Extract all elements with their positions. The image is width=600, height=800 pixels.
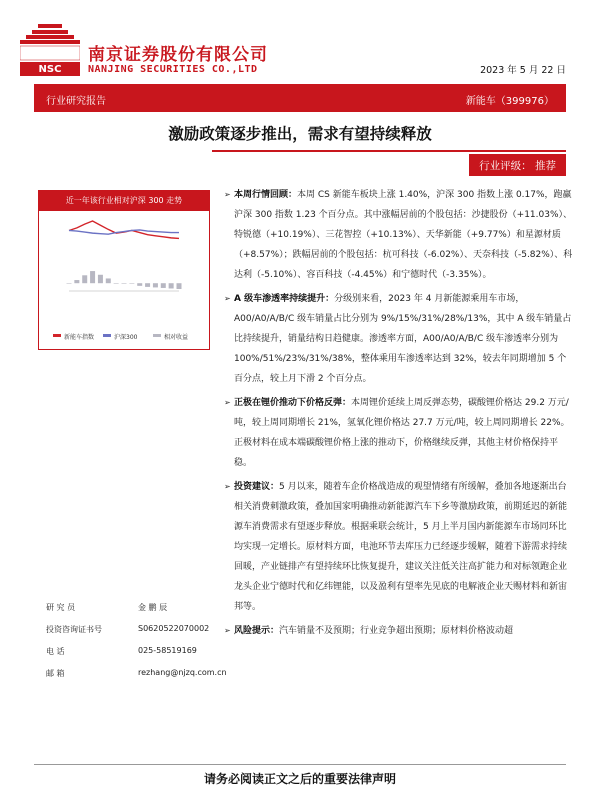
bullet-heading: 风险提示：	[234, 626, 280, 636]
summary-bullet	[224, 393, 574, 473]
company-name-cn: 南京证券股份有限公司	[88, 45, 268, 65]
relative-return-bar	[169, 283, 174, 288]
hs300-line	[69, 230, 179, 234]
bullet-heading: 本周行情回顾：	[234, 190, 298, 200]
relative-return-bar	[67, 283, 72, 284]
contact-label: 研 究 员	[46, 603, 76, 612]
legend-label: 新能车指数	[64, 334, 95, 341]
relative-return-bar	[114, 283, 119, 284]
relative-return-bar	[98, 275, 103, 283]
bullet-text: 汽车销量不及预期；行业竞争超出预期；原材料价格波动超	[279, 626, 514, 636]
relative-return-bar	[129, 283, 134, 284]
contact-label: 投资咨询证书号	[46, 625, 102, 634]
relative-return-bar	[137, 283, 142, 286]
relative-return-bar	[122, 283, 127, 284]
bullet-heading: 正极在锂价推动下价格反弹：	[234, 398, 352, 408]
summary-bullets	[224, 185, 574, 645]
bullet-arrow-icon: ➢	[224, 190, 231, 199]
relative-return-bar	[106, 278, 111, 283]
relative-return-bar	[82, 275, 87, 283]
legend-swatch	[153, 334, 161, 337]
footer-divider	[34, 764, 566, 765]
contact-row	[46, 646, 197, 657]
legal-notice: 请务必阅读正文之后的重要法律声明	[203, 772, 396, 786]
summary-bullet	[224, 477, 574, 617]
relative-return-bar	[153, 283, 158, 287]
bullet-text: 本周 CS 新能车板块上涨 1.40%，沪深 300 指数上涨 0.17%，跑赢沪深 300 指数 1.23 个百分点。其中涨幅居前的个股包括：沙捷股份（+11.03%）、特锐德（+10.19%）、三花智控（+10.13%）、天华新能（+9.77%）和星源材质（+8.57%）；跌幅居前的个股包括：杭可科技（-6.02%）、天奈科技（-5.82%）、科达利（-5.10%）、容百科技（-4.45%）和宁德时代（-3.35%）。	[234, 190, 573, 280]
contact-value: 025-58519169	[138, 646, 197, 655]
bullet-text: 本周锂价延续上周反弹态势，碳酸锂价格达 29.2 万元/吨，较上周同期增长 21%，氢氧化锂价格达 27.7 万元/吨，较上周同期增长 22%。正极材料在成本端碳酸锂价格上涨的推动下，价格继续反弹，其他主材价格保持平稳。	[234, 398, 570, 468]
sector-name: 新能车（399976）	[465, 96, 554, 107]
relative-performance-chart	[38, 190, 210, 350]
report-date: 2023 年 5 月 22 日	[480, 65, 566, 76]
bullet-arrow-icon: ➢	[224, 626, 231, 635]
company-name-en: NANJING SECURITIES CO.,LTD	[88, 64, 258, 75]
relative-return-bar	[74, 280, 79, 283]
bullet-arrow-icon: ➢	[224, 482, 231, 491]
report-title: 激励政策逐步推出，需求有望持续释放	[168, 125, 432, 143]
bullet-text: 5 月以来，随着车企价格战造成的观望情绪有所缓解，叠加各地逐渐出台相关消费刺激政策，叠加国家明确推动新能源汽车下乡等激励政策，前期延迟的新能源车消费需求有望逐步释放。根据乘联会统计，5 月上半月国内新能源车市场同环比均实现一定增长。原材料方面，电池环节去库压力已经逐步缓解，随着下游需求持续回暖，产业链排产有望持续环比恢复提升，建议关注低关注高扩能力和对标领跑企业龙头企业宁德时代和亿纬锂能，以及盈利有望率先见底的电解液企业天赐材料和新宙邦等。	[234, 482, 568, 612]
rating-label: 行业评级：	[479, 160, 532, 172]
rating-value: 推荐	[535, 160, 556, 172]
company-logo	[20, 24, 80, 76]
legend-swatch	[103, 334, 111, 337]
relative-return-bar	[145, 283, 150, 287]
contact-value: 金 鹏 辰	[138, 603, 168, 612]
relative-return-bar	[90, 271, 95, 283]
relative-return-bar	[161, 283, 166, 288]
bullet-arrow-icon: ➢	[224, 398, 231, 407]
summary-bullet	[224, 289, 574, 389]
bullet-text: 分级别来看，2023 年 4 月新能源乘用车市场，A00/A0/A/B/C 级车销量占比分别为 9%/15%/31%/28%/13%，其中 A 级车销量占比持续提升，销量结构日趋健康。渗透率方面，A00/A0/A/B/C 级车渗透率分别为 100%/51%/23%/31%/38%，整体乘用车渗透率达到 32%，较去年同期增加 5 个百分点，较上月下滑 2 个百分点。	[234, 294, 572, 384]
chart-canvas	[39, 211, 209, 349]
legend-swatch	[53, 334, 61, 337]
contact-value: S0620522070002	[138, 624, 210, 633]
logo-text: NSC	[38, 64, 62, 75]
sector-index-line	[69, 221, 179, 238]
contact-row	[46, 624, 210, 635]
relative-return-bar	[177, 283, 182, 289]
legend-label: 相对收益	[164, 334, 189, 341]
contact-row	[46, 602, 168, 613]
category-band	[34, 84, 566, 112]
title-divider	[212, 150, 566, 152]
contact-label: 电 话	[46, 647, 65, 656]
legend-label: 沪深300	[114, 334, 138, 341]
summary-bullet	[224, 185, 574, 285]
contact-row	[46, 668, 227, 679]
summary-bullet	[224, 621, 574, 641]
chart-title: 近一年该行业相对沪深 300 走势	[39, 191, 209, 211]
report-type: 行业研究报告	[46, 96, 106, 107]
bullet-heading: 投资建议：	[234, 482, 280, 492]
rating-badge	[469, 154, 566, 176]
bullet-arrow-icon: ➢	[224, 294, 231, 303]
contact-value[interactable]: rezhang@njzq.com.cn	[138, 668, 227, 677]
contact-label: 邮 箱	[46, 669, 65, 678]
bullet-heading: A 级车渗透率持续提升：	[234, 294, 335, 304]
